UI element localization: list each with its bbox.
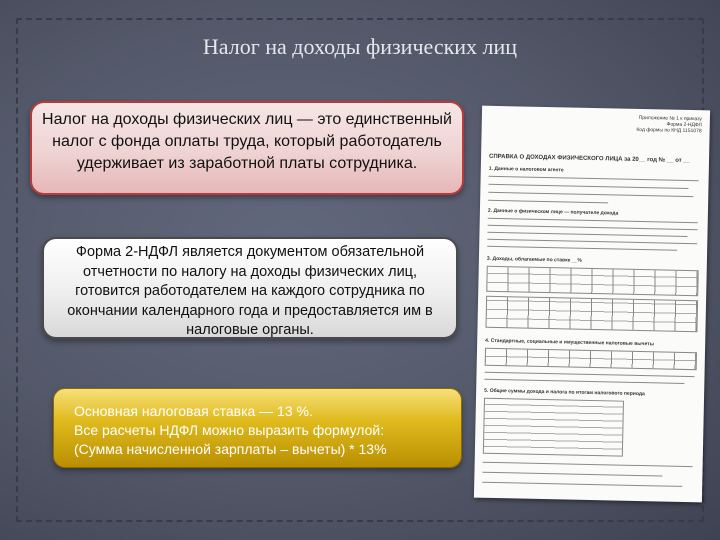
- form-2ndfl-box: [42, 237, 458, 339]
- tax-rate-line: Основная налоговая ставка — 13 %.: [74, 403, 313, 419]
- form-line: [488, 225, 698, 230]
- tax-rate-box: [53, 388, 462, 468]
- form-section-4: 4. Стандартные, социальные и имущественные налоговые вычеты: [485, 337, 654, 348]
- formula-line: (Сумма начисленной зарплаты – вычеты) * 13%: [74, 441, 387, 457]
- slide-title: Налог на доходы физических лиц: [202, 34, 518, 59]
- form-corner-line: Код формы по КНД 1151078: [636, 126, 702, 135]
- form-section-5: 5. Общие суммы дохода и налога по итогам налогового периода: [484, 387, 645, 398]
- form-line: [483, 462, 693, 467]
- form-line: [489, 176, 699, 181]
- form-2ndfl-text: Форма 2-НДФЛ является документом обязательной отчетности по налогу на доходы физических лиц, готовится работодателем на каждого сотрудника по окончании календарного года и предоставляется им в налоговые органы.: [67, 244, 433, 338]
- form-section-1: 1. Данные о налоговом агенте: [488, 165, 564, 174]
- form-corner-text: [602, 114, 702, 134]
- form-2ndfl-image: [474, 106, 710, 503]
- form-line: [487, 239, 697, 244]
- form-corner-line: Приложение № 1 к приказу: [638, 114, 702, 123]
- form-line: [485, 372, 695, 377]
- form-line: [482, 482, 682, 487]
- form-income-table: [485, 296, 698, 332]
- formula-intro-line: Все расчеты НДФЛ можно выразить формулой:: [74, 422, 385, 438]
- form-line: [488, 192, 693, 197]
- form-line: [487, 246, 677, 251]
- form-deduction-table: [485, 348, 697, 370]
- form-income-table: [486, 266, 698, 296]
- form-line: [488, 200, 608, 204]
- form-line: [484, 379, 684, 384]
- form-line: [482, 472, 662, 477]
- form-heading: СПРАВКА О ДОХОДАХ ФИЗИЧЕСКОГО ЛИЦА за 20__ год № __ от __: [488, 153, 691, 165]
- form-totals-table: [483, 398, 624, 457]
- definition-text: Налог на доходы физических лиц — это единственный налог с фонда оплаты труда, который работодатель удерживает из заработной платы сотрудника.: [42, 111, 452, 172]
- form-line: [488, 218, 698, 223]
- form-line: [487, 232, 687, 237]
- form-line: [488, 184, 688, 189]
- form-section-2: 2. Данные о физическом лице — получателе дохода: [487, 207, 619, 217]
- form-corner-line: Форма 2-НДФЛ: [666, 121, 702, 129]
- definition-box: [30, 101, 464, 195]
- form-section-3: 3. Доходы, облагаемые по ставке __%: [486, 255, 582, 264]
